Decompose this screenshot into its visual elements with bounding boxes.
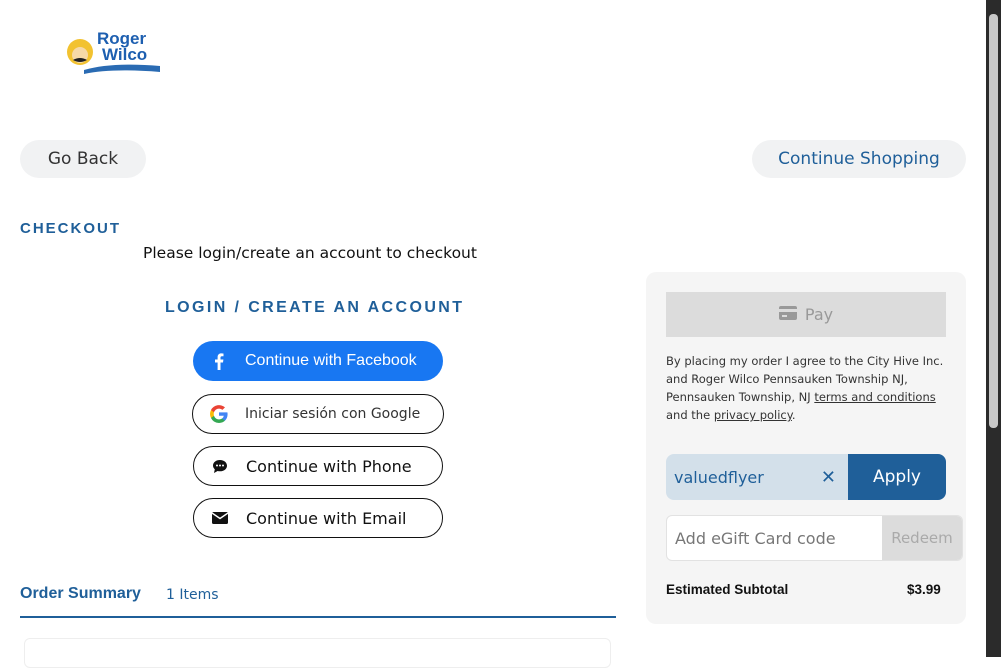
- item-count: 1 Items: [166, 587, 219, 603]
- promo-code-form: [666, 454, 946, 500]
- email-login-button[interactable]: [193, 498, 443, 538]
- terms-end: .: [791, 408, 796, 422]
- svg-text:Roger: Roger: [97, 29, 147, 48]
- continue-shopping-button[interactable]: Continue Shopping: [752, 140, 966, 178]
- pay-button[interactable]: [666, 292, 946, 337]
- order-summary-title[interactable]: Order Summary: [20, 585, 141, 602]
- svg-text:Wilco: Wilco: [102, 45, 148, 64]
- privacy-link[interactable]: privacy policy: [713, 408, 792, 422]
- terms-link[interactable]: terms and conditions: [814, 390, 936, 404]
- subtotal-value: $3.99: [907, 582, 941, 597]
- redeem-button[interactable]: Redeem: [882, 516, 962, 560]
- go-back-button[interactable]: Go Back: [20, 140, 146, 178]
- facebook-login-button[interactable]: [193, 341, 443, 381]
- google-login-button[interactable]: [192, 394, 444, 434]
- checkout-title: CHECKOUT: [20, 220, 121, 237]
- email-label: Continue with Email: [246, 508, 407, 528]
- gift-card-form: [666, 515, 963, 561]
- pay-label: Pay: [804, 305, 834, 324]
- promo-code-input[interactable]: [666, 454, 848, 500]
- promo-code-value: valuedflyer: [674, 467, 764, 487]
- terms-mid: and the: [666, 408, 714, 422]
- facebook-icon: [193, 353, 245, 370]
- facebook-label: Continue with Facebook: [245, 352, 417, 369]
- scrollbar-thumb[interactable]: [989, 14, 998, 428]
- login-title: LOGIN / CREATE AN ACCOUNT: [165, 299, 465, 316]
- gift-card-input[interactable]: Add eGift Card code: [675, 528, 836, 548]
- order-summary-divider: [20, 616, 616, 618]
- phone-label: Continue with Phone: [246, 456, 412, 476]
- order-item-card: [24, 638, 611, 668]
- terms-prefix: By placing my order I agree to the City Hive Inc. and Roger Wilco Pennsauken Township NJ, Pennsauken Township, NJ: [666, 354, 944, 404]
- clear-icon[interactable]: ✕: [820, 466, 836, 488]
- phone-login-button[interactable]: [193, 446, 443, 486]
- roger-wilco-logo[interactable]: [62, 22, 162, 78]
- sms-icon: [194, 459, 246, 474]
- terms-text: [666, 352, 951, 424]
- envelope-icon: [194, 512, 246, 524]
- google-label: Iniciar sesión con Google: [245, 406, 421, 422]
- login-prompt: Please login/create an account to checkout: [143, 244, 477, 262]
- apply-button[interactable]: Apply: [848, 454, 946, 500]
- subtotal-label: Estimated Subtotal: [666, 582, 789, 597]
- google-icon: [193, 405, 245, 423]
- credit-card-icon: [779, 305, 797, 324]
